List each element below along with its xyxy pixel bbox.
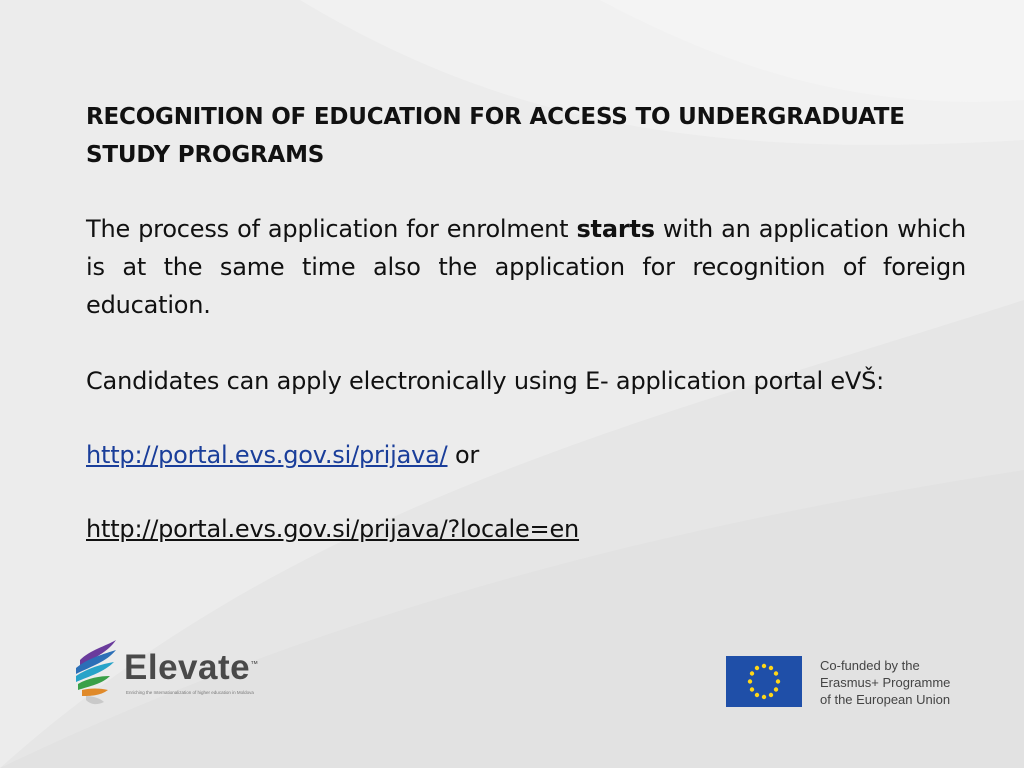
- paragraph-1-start: The process of application for enrolment: [86, 215, 577, 243]
- link-line-1: [86, 436, 966, 474]
- eu-flag-icon: [726, 656, 802, 707]
- paragraph-1-bold: starts: [576, 215, 655, 243]
- eu-cofunding-text: [820, 657, 950, 708]
- eu-text-line-1: Co-funded by the: [820, 658, 920, 673]
- eu-text-line-3: of the European Union: [820, 692, 951, 707]
- elevate-logo: [72, 638, 272, 710]
- eu-text-line-2: Erasmus+ Programme: [820, 675, 951, 690]
- elevate-tagline: Enriching the Internationalization of higher education in Moldova: [126, 690, 254, 695]
- portal-paragraph: Candidates can apply electronically using E- application portal eVŠ:: [86, 367, 885, 395]
- slide-title-line-2: STUDY PROGRAMS: [86, 142, 325, 168]
- elevate-swirl-icon: [72, 638, 120, 708]
- link-line-2: [86, 510, 966, 548]
- paragraph-1-end: with an application which is at the same time also the application for recognition of foreign education.: [86, 215, 966, 319]
- elevate-name: Elevate: [124, 648, 251, 687]
- portal-link[interactable]: http://portal.evs.gov.si/prijava/: [86, 441, 448, 469]
- elevate-trademark: ™: [250, 659, 259, 669]
- slide-content: [86, 98, 966, 548]
- slide-title: [86, 98, 966, 174]
- slide-title-line-1: RECOGNITION OF EDUCATION FOR ACCESS TO UNDERGRADUATE: [86, 104, 905, 130]
- portal-link-english[interactable]: http://portal.evs.gov.si/prijava/?locale=en: [86, 515, 580, 543]
- link-suffix: or: [447, 441, 480, 469]
- application-process-paragraph: [86, 210, 966, 324]
- elevate-wordmark: [124, 648, 259, 688]
